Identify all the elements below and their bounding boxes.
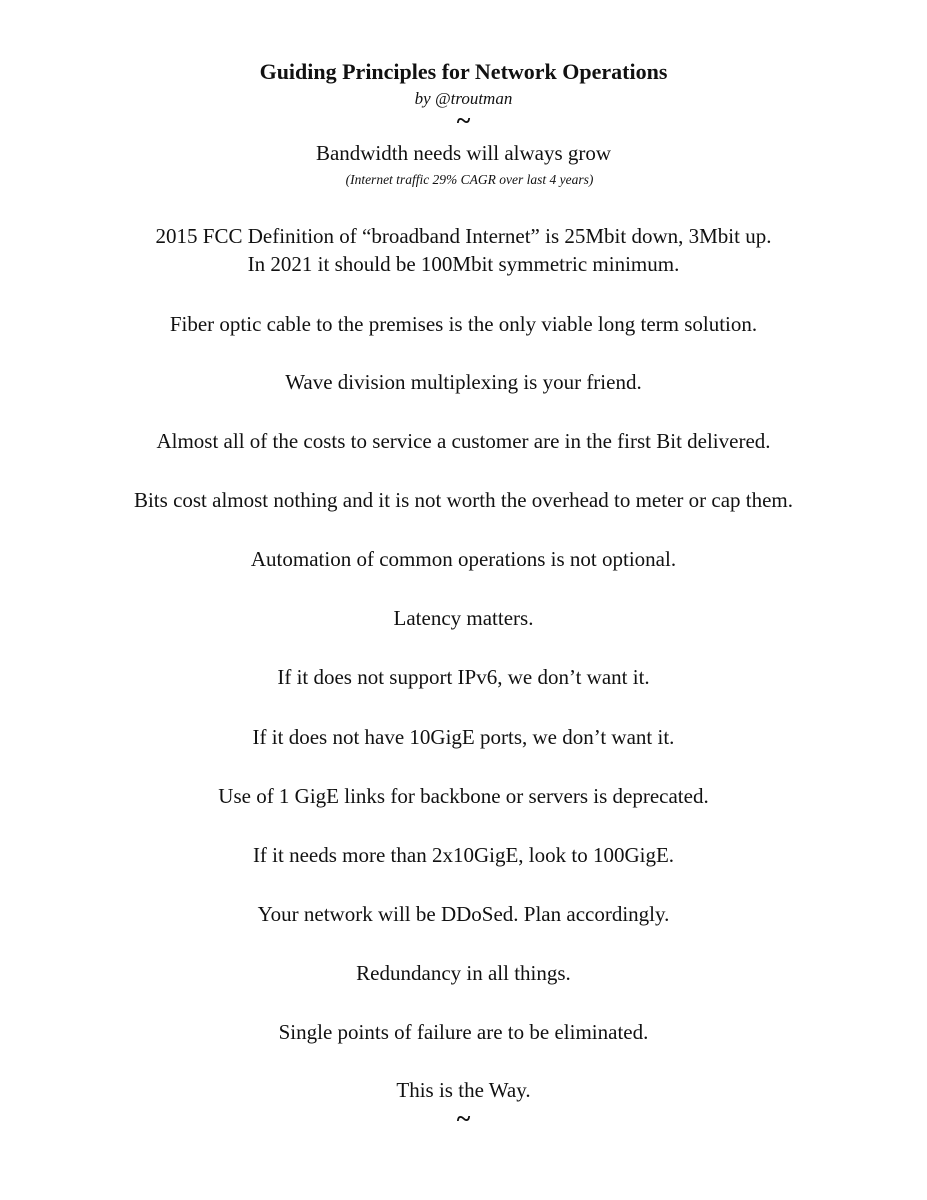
principle-automation: Automation of common operations is not optional. xyxy=(250,547,677,571)
closing-line: This is the Way. xyxy=(396,1078,531,1102)
principle-no-spof: Single points of failure are to be eliminated. xyxy=(278,1020,649,1044)
principle-latency: Latency matters. xyxy=(393,606,534,630)
separator-top: ~ xyxy=(456,106,471,135)
principle-redundancy: Redundancy in all things. xyxy=(356,961,571,985)
lead-statement: Bandwidth needs will always grow xyxy=(315,141,612,165)
principle-fcc-definition: 2015 FCC Definition of “broadband Internet” is 25Mbit down, 3Mbit up. xyxy=(155,224,772,248)
principle-fiber: Fiber optic cable to the premises is the only viable long term solution. xyxy=(169,312,758,336)
principle-ipv6: If it does not support IPv6, we don’t want it. xyxy=(277,665,650,689)
principle-wdm: Wave division multiplexing is your friend. xyxy=(285,370,642,394)
document-author: by @troutman xyxy=(414,89,513,108)
principle-1gige-deprecated: Use of 1 GigE links for backbone or servers is deprecated. xyxy=(218,784,709,808)
principle-10gige: If it does not have 10GigE ports, we don’t want it. xyxy=(252,725,675,749)
principle-first-bit-cost: Almost all of the costs to service a customer are in the first Bit delivered. xyxy=(156,429,771,453)
principle-100gige: If it needs more than 2x10GigE, look to 100GigE. xyxy=(252,843,675,867)
principle-2021-minimum: In 2021 it should be 100Mbit symmetric minimum. xyxy=(247,252,680,276)
separator-bottom: ~ xyxy=(456,1104,471,1133)
principle-ddos: Your network will be DDoSed. Plan accordingly. xyxy=(257,902,670,926)
document-title: Guiding Principles for Network Operations xyxy=(259,59,668,84)
lead-note: (Internet traffic 29% CAGR over last 4 years) xyxy=(345,172,594,187)
principle-no-metering: Bits cost almost nothing and it is not worth the overhead to meter or cap them. xyxy=(133,488,794,512)
